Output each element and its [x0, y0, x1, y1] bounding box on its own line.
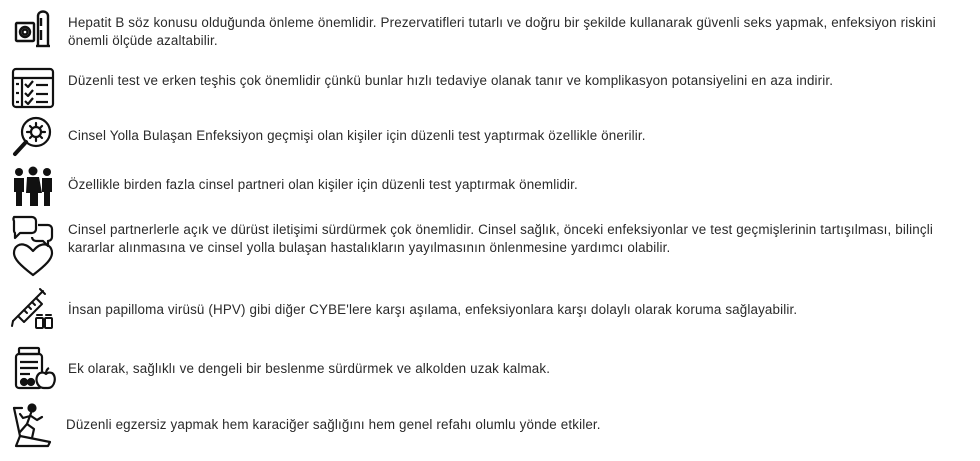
list-item-text: Cinsel partnerlerle açık ve dürüst iletişimi sürdürmek çok önemlidir. Cinsel sağlık, önceki enfeksiyonlar ve test geçmişlerinin tartışılması, bilinçli kararlar alınmasına ve cinsel yolla bulaşan hastalıkların yayılmasının önlenmesine yardımcı olabilir. — [68, 222, 933, 255]
list-item-text: Düzenli test ve erken teşhis çok önemlidir çünkü bunlar hızlı tedaviye olanak tanır ve komplikasyon potansiyelini en aza indirir. — [68, 73, 834, 88]
list-item-text: Cinsel Yolla Bulaşan Enfeksiyon geçmişi olan kişiler için düzenli test yaptırmak özellikle önerilir. — [68, 128, 646, 143]
jar-apple-icon — [10, 346, 56, 392]
list-item-text: Hepatit B söz konusu olduğunda önleme önemlidir. Prezervatifleri tutarlı ve doğru bir şekilde kullanarak güvenli seks yapmak, enfeksiyon riskini önemli ölçüde azaltabilir. — [68, 15, 936, 48]
condom-icon — [10, 6, 56, 52]
virus-magnifier-icon — [10, 114, 56, 160]
syringe-vials-icon — [10, 286, 56, 332]
list-item-text: İnsan papilloma virüsü (HPV) gibi diğer CYBE'lere karşı aşılama, enfeksiyonlara karşı dolaylı olarak koruma sağlayabilir. — [68, 302, 798, 317]
people-group-icon — [10, 164, 56, 210]
list-item-text: Ek olarak, sağlıklı ve dengeli bir beslenme sürdürmek ve alkolden uzak kalmak. — [68, 361, 551, 376]
checklist-icon — [10, 66, 56, 112]
chat-heart-icon — [10, 213, 56, 277]
list-item-text: Düzenli egzersiz yapmak hem karaciğer sağlığını hem genel refahı olumlu yönde etkiler. — [66, 417, 601, 432]
list-item-text: Özellikle birden fazla cinsel partneri olan kişiler için düzenli test yaptırmak önemlidir. — [68, 177, 578, 192]
treadmill-runner-icon — [10, 402, 56, 448]
